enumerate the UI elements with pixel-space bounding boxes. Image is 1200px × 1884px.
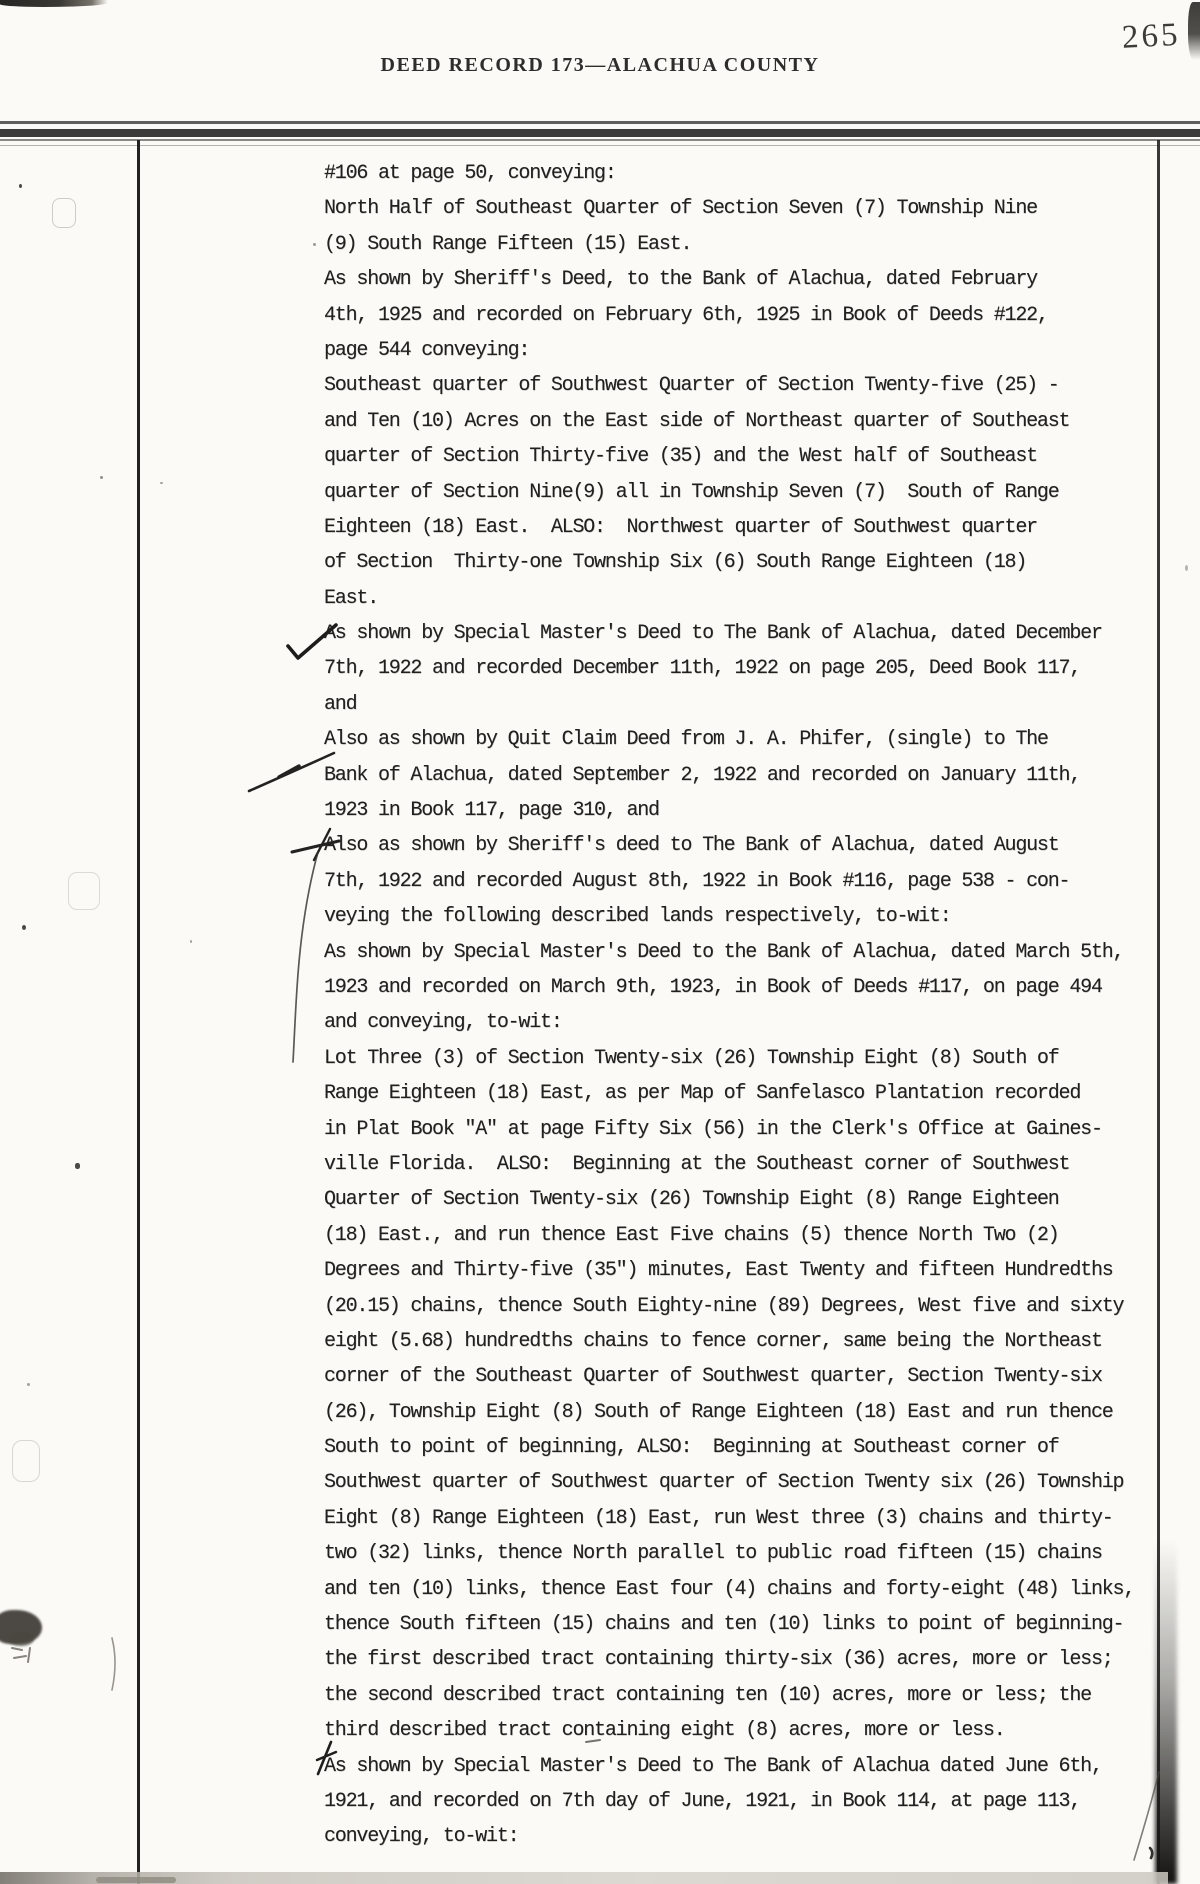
- text-line: #106 at page 50, conveying:: [324, 162, 616, 185]
- text-line: 1923 and recorded on March 9th, 1923, in Book of Deeds #117, on page 494: [324, 975, 1102, 999]
- text-line: and ten (10) links, thence East four (4) chains and forty-eight (48) links,: [324, 1577, 1135, 1601]
- ink-scratches: [12, 1648, 30, 1662]
- text-line: Also as shown by Quit Claim Deed from J. A. Phifer, (single) to The: [324, 728, 1048, 752]
- text-line: Quarter of Section Twenty-six (26) Township Eight (8) Range Eighteen: [324, 1188, 1059, 1212]
- text-line: Eighteen (18) East. ALSO: Northwest quarter of Southwest quarter: [324, 515, 1037, 539]
- top-left-smudge: [0, 0, 108, 7]
- left-margin-line: [137, 140, 140, 1884]
- text-line: and: [324, 692, 357, 716]
- text-line: conveying, to-wit:: [324, 1825, 519, 1849]
- margin-speck: [22, 925, 26, 930]
- pen-slash-tick: [279, 766, 299, 777]
- text-line: in Plat Book "A" at page Fifty Six (56) in the Clerk's Office at Gaines-: [324, 1117, 1102, 1141]
- text-line: (18) East., and run thence East Five chains (5) thence North Two (2): [324, 1223, 1059, 1247]
- text-line: and conveying, to-wit:: [324, 1011, 562, 1035]
- text-line: Lot Three (3) of Section Twenty-six (26) Township Eight (8) South of: [324, 1046, 1059, 1070]
- margin-speck: [19, 184, 22, 188]
- stray-period: [313, 243, 316, 246]
- text-line: (9) South Range Fifteen (15) East.: [324, 232, 692, 256]
- text-line: and Ten (10) Acres on the East side of Northeast quarter of Southeast: [324, 409, 1070, 433]
- text-line: Bank of Alachua, dated September 2, 1922 and recorded on January 11th,: [324, 763, 1081, 787]
- text-line: Eight (8) Range Eighteen (18) East, run West three (3) chains and thirty-: [324, 1506, 1113, 1530]
- text-line: As shown by Sheriff's Deed, to the Bank of Alachua, dated February: [324, 268, 1037, 292]
- text-line: South to point of beginning, ALSO: Beginning at Southeast corner of: [324, 1436, 1059, 1460]
- text-line: the first described tract containing thirty-six (36) acres, more or less;: [324, 1648, 1113, 1672]
- text-line: page 544 conveying:: [324, 338, 530, 362]
- text-line: As shown by Special Master's Deed to the Bank of Alachua, dated March 5th,: [324, 940, 1124, 964]
- text-line: the second described tract containing ten (10) acres, more or less; the: [324, 1683, 1091, 1707]
- text-line: eight (5.68) hundredths chains to fence corner, same being the Northeast: [324, 1329, 1102, 1353]
- text-line: of Section Thirty-one Township Six (6) South Range Eighteen (18): [324, 551, 1027, 575]
- text-line: Degrees and Thirty-five (35") minutes, East Twenty and fifteen Hundredths: [324, 1259, 1113, 1283]
- text-line: ville Florida. ALSO: Beginning at the Southeast corner of Southwest: [324, 1152, 1070, 1176]
- margin-tick: [75, 1163, 80, 1169]
- text-line: Also as shown by Sheriff's deed to The Bank of Alachua, dated August: [324, 834, 1059, 858]
- pen-curve-tail: [293, 852, 318, 1062]
- text-line: Southwest quarter of Southwest quarter of Section Twenty six (26) Township: [324, 1471, 1124, 1495]
- text-line: quarter of Section Nine(9) all in Township Seven (7) South of Range: [324, 480, 1059, 504]
- text-line: 7th, 1922 and recorded August 8th, 1922 in Book #116, page 538 - con-: [324, 869, 1070, 893]
- text-line: 7th, 1922 and recorded December 11th, 1922 on page 205, Deed Book 117,: [324, 657, 1081, 681]
- double-rule-faint: [0, 145, 1200, 146]
- text-line: (26), Township Eight (8) South of Range Eighteen (18) East and run thence: [324, 1400, 1113, 1424]
- pen-slash: [249, 753, 334, 791]
- text-line: veying the following described lands respectively, to-wit:: [324, 905, 951, 929]
- margin-speck: [160, 482, 163, 484]
- margin-speck: [27, 1383, 30, 1386]
- margin-bracket: [52, 198, 76, 228]
- text-line: 1921, and recorded on 7th day of June, 1921, in Book 114, at page 113,: [324, 1789, 1081, 1813]
- text-line: two (32) links, thence North parallel to public road fifteen (15) chains: [324, 1542, 1102, 1566]
- double-rule-bottom: [0, 139, 1200, 141]
- ink-scratch-curve: [112, 1638, 115, 1690]
- text-line: North Half of Southeast Quarter of Section Seven (7) Township Nine: [324, 197, 1037, 221]
- margin-bracket: [68, 872, 100, 910]
- text-line: East.: [324, 586, 379, 610]
- deed-text: [324, 156, 1170, 1855]
- right-edge-speck: [1185, 565, 1188, 571]
- text-line: As shown by Special Master's Deed to The Bank of Alachua, dated December: [324, 622, 1102, 646]
- text-line: corner of the Southeast Quarter of Southwest quarter, Section Twenty-six: [324, 1365, 1102, 1389]
- margin-bracket: [12, 1440, 40, 1482]
- bottom-edge-strip-dark: [96, 1877, 176, 1883]
- double-rule-thick: [0, 129, 1200, 137]
- text-line: third described tract containing eight (8) acres, more or less.: [324, 1719, 1005, 1743]
- page-title: DEED RECORD 173—ALACHUA COUNTY: [380, 54, 820, 76]
- page-number: 265: [1121, 16, 1182, 56]
- double-rule-top: [0, 121, 1200, 124]
- text-line: thence South fifteen (15) chains and ten (10) links to point of beginning-: [324, 1613, 1124, 1637]
- text-line: As shown by Special Master's Deed to The Bank of Alachua dated June 6th,: [324, 1754, 1102, 1778]
- margin-speck: [100, 476, 103, 479]
- text-line: 1923 in Book 117, page 310, and: [324, 799, 659, 823]
- text-line: Southeast quarter of Southwest Quarter of Section Twenty-five (25) -: [324, 374, 1059, 398]
- text-line: 4th, 1925 and recorded on February 6th, 1925 in Book of Deeds #122,: [324, 303, 1048, 327]
- margin-speck: [190, 940, 192, 943]
- text-line: Range Eighteen (18) East, as per Map of Sanfelasco Plantation recorded: [324, 1082, 1081, 1106]
- text-line: (20.15) chains, thence South Eighty-nine (89) Degrees, West five and sixty: [324, 1294, 1124, 1318]
- ink-blob-secondary: [8, 1632, 34, 1646]
- right-edge-smudge: [1155, 1540, 1177, 1884]
- corner-mark: [1188, 2, 1200, 60]
- text-line: quarter of Section Thirty-five (35) and the West half of Southeast: [324, 445, 1037, 469]
